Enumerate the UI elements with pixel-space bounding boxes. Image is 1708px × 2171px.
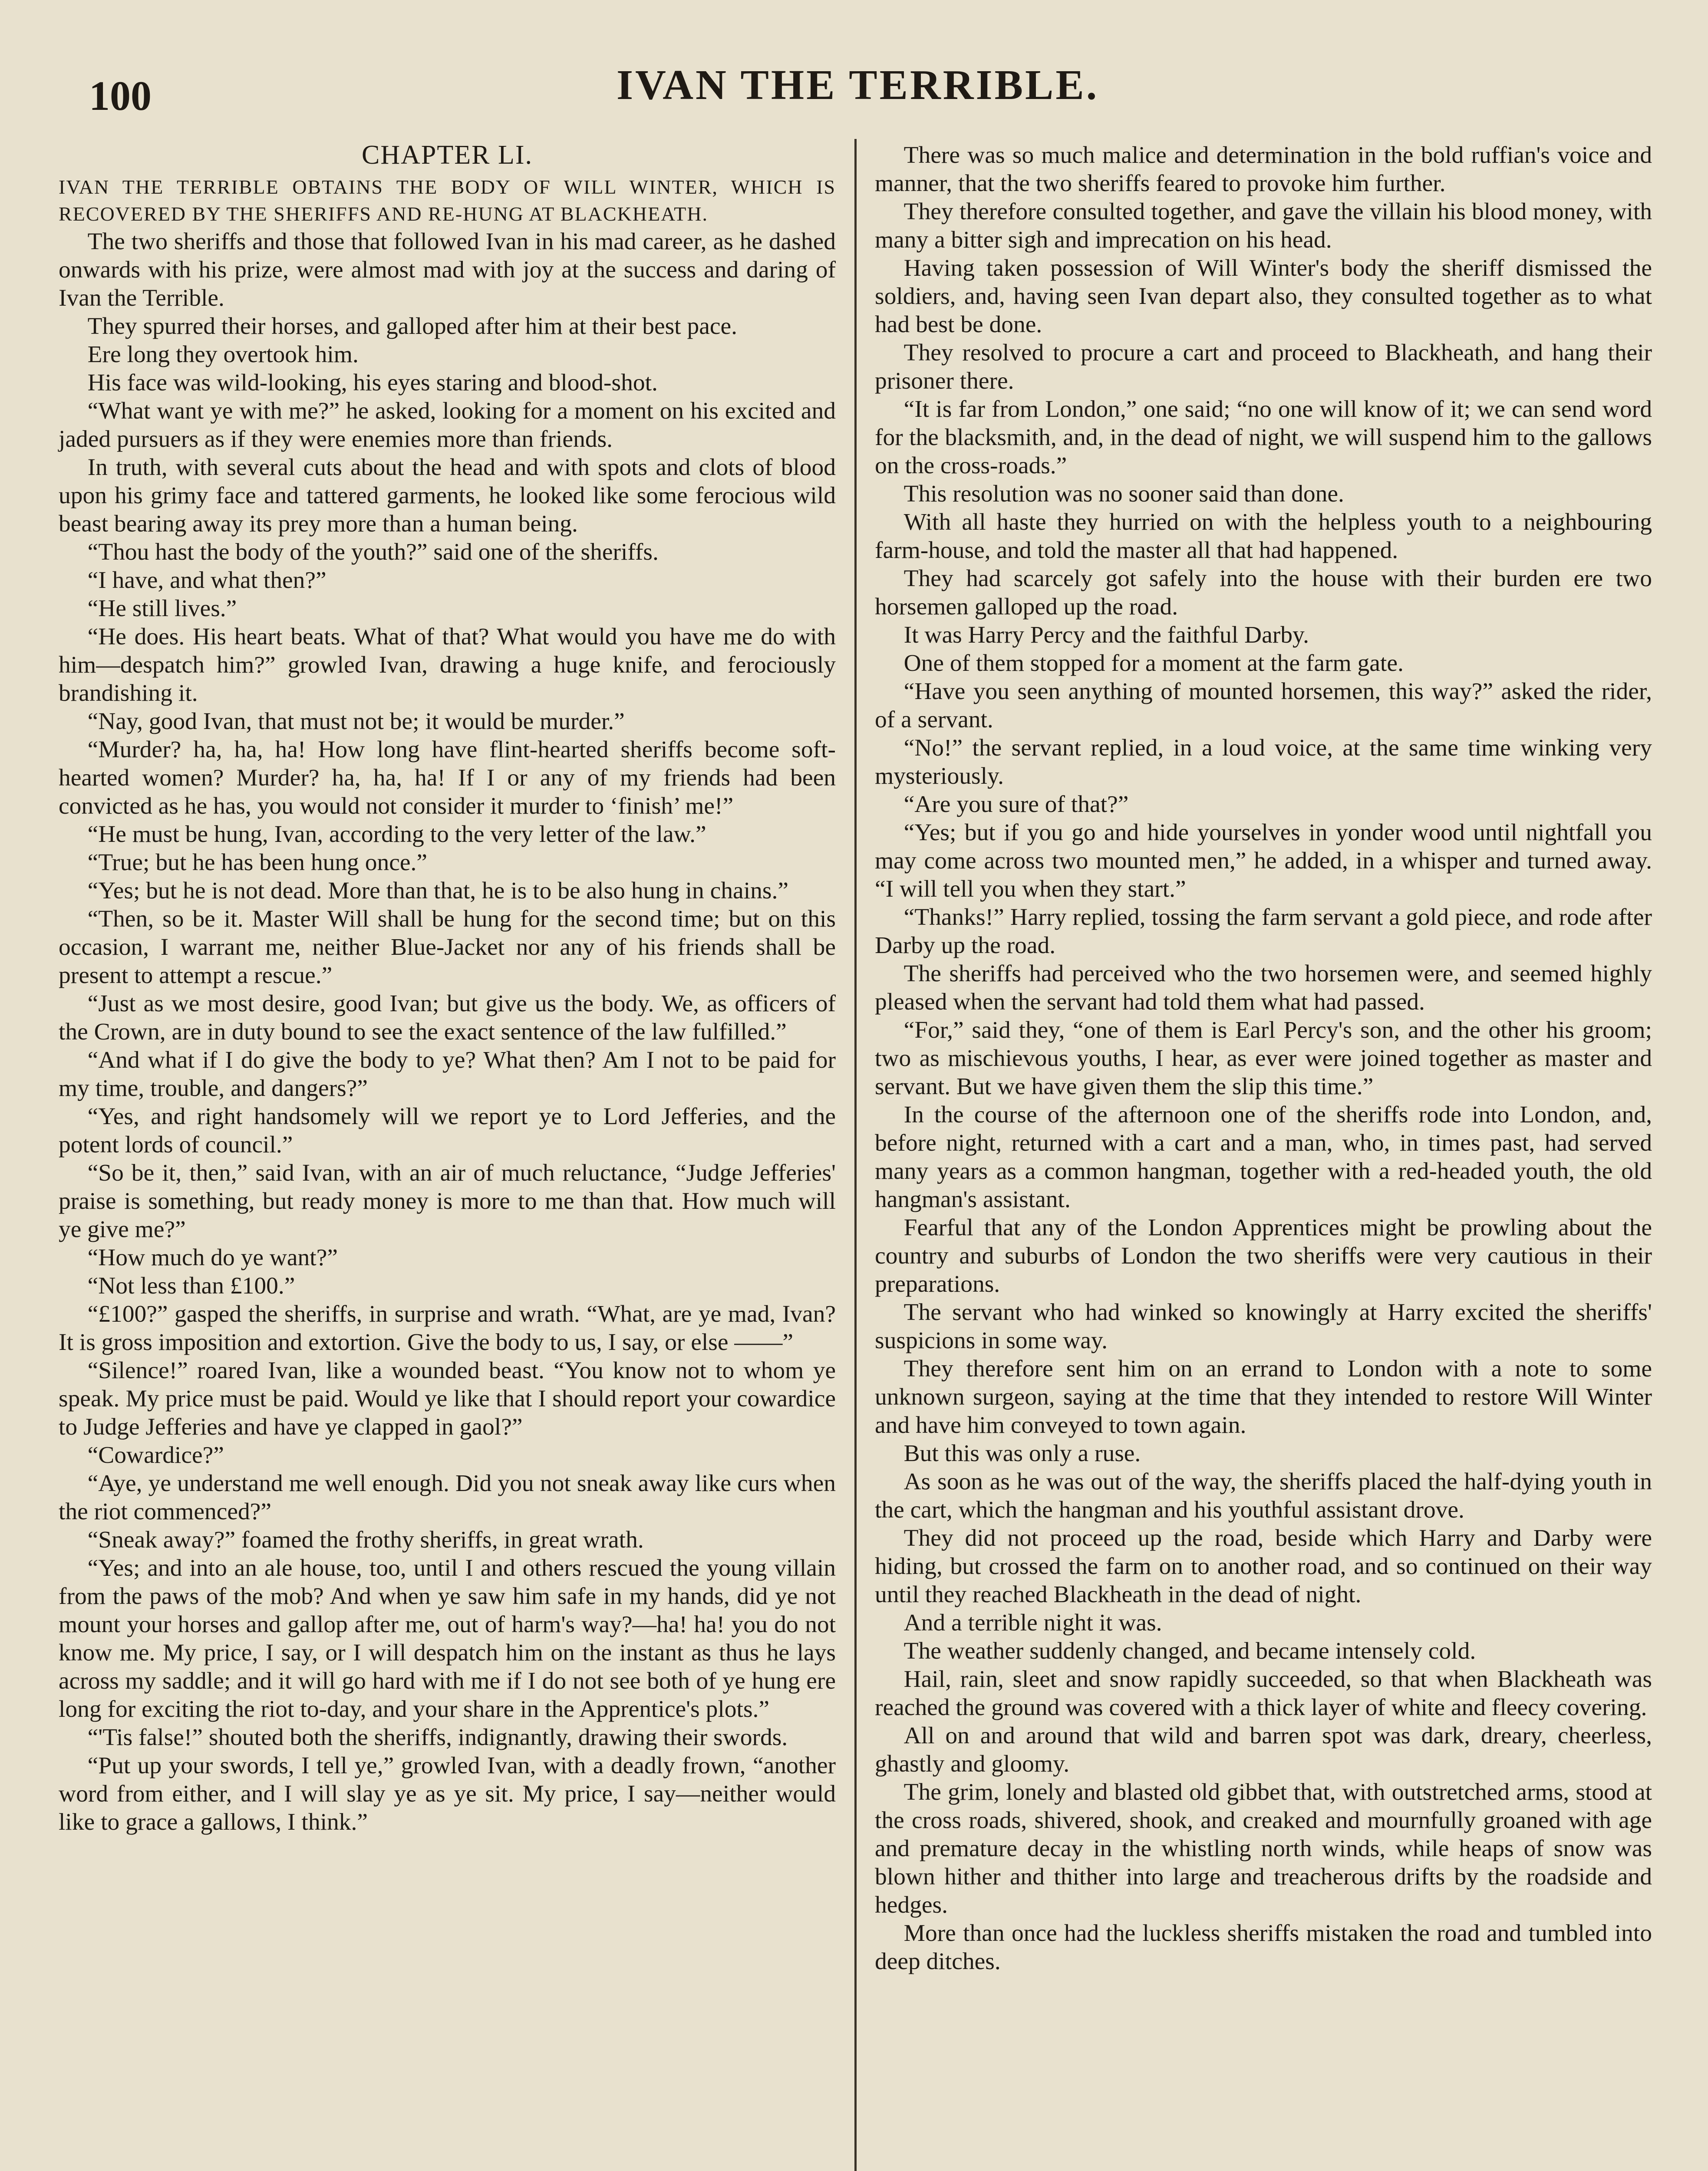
paragraph: They resolved to procure a cart and proceed to Blackheath, and hang their prisoner there. (875, 340, 1652, 394)
paragraph: “Cowardice?” (87, 1442, 224, 1468)
page-number: 100 (89, 73, 152, 119)
paragraph: As soon as he was out of the way, the sheriffs placed the half-dying youth in the cart, which the hangman and his youthful assistant drove. (875, 1468, 1652, 1523)
paragraph: “Thou hast the body of the youth?” said one of the sheriffs. (87, 539, 659, 565)
paragraph: The two sheriffs and those that followed Ivan in his mad career, as he dashed onwards with his prize, were almost mad with joy at the success and daring of Ivan the Terrible. (59, 228, 836, 311)
paragraph: “Yes; and into an ale house, too, until I and others rescued the young villain from the paws of the mob? And when ye saw him safe in my hands, did ye not mount your horses and gallop after me, out of harm's way?—ha! ha! you do not know me. My price, I say, or I will despatch him on the instant as thus he lays across my saddle; and it will go hard with me if I do not see both of ye hung ere long for exciting the riot to-day, and your share in the Apprentice's plots.” (59, 1555, 836, 1722)
column-divider (854, 139, 857, 2171)
running-head-title: IVAN THE TERRIBLE. (617, 62, 1099, 109)
paragraph: “'Tis false!” shouted both the sheriffs, indignantly, drawing their swords. (87, 1724, 788, 1751)
paragraph: And a terrible night it was. (903, 1610, 1162, 1636)
paragraph: “Yes; but if you go and hide yourselves in yonder wood until nightfall you may come across two mounted men,” he added, in a whisper and turned away. “I will tell you when they start.” (875, 819, 1652, 902)
paragraph: There was so much malice and determination in the bold ruffian's voice and manner, that the two sheriffs feared to provoke him further. (875, 142, 1652, 197)
paragraph: “And what if I do give the body to ye? What then? Am I not to be paid for my time, trouble, and dangers?” (59, 1047, 836, 1102)
paragraph: “Yes; but he is not dead. More than that, he is to be also hung in chains.” (87, 878, 788, 904)
paragraph: They did not proceed up the road, beside which Harry and Darby were hiding, but crossed the farm on to another road, and so continued on their way until they reached Blackheath in the dead of night. (875, 1525, 1652, 1608)
paragraph: “£100?” gasped the sheriffs, in surprise and wrath. “What, are ye mad, Ivan? It is gross imposition and extortion. Give the body to us, I say, or else ——” (59, 1301, 836, 1356)
paragraph: “Have you seen anything of mounted horsemen, this way?” asked the rider, of a servant. (875, 678, 1652, 733)
paragraph: In the course of the afternoon one of the sheriffs rode into London, and, before night, returned with a cart and a man, who, in times past, had served many years as a common hangman, together with a red-headed youth, the old hangman's assistant. (875, 1102, 1652, 1213)
paragraph: “Then, so be it. Master Will shall be hung for the second time; but on this occasion, I warrant me, neither Blue-Jacket nor any of his friends shall be present to attempt a rescue.” (59, 906, 836, 989)
paragraph: It was Harry Percy and the faithful Darby. (903, 622, 1309, 648)
paragraph: “He must be hung, Ivan, according to the very letter of the law.” (87, 821, 706, 848)
paragraph: Hail, rain, sleet and snow rapidly succeeded, so that when Blackheath was reached the ground was covered with a thick layer of white and fleecy covering. (875, 1666, 1652, 1721)
paragraph: “Just as we most desire, good Ivan; but give us the body. We, as officers of the Crown, are in duty bound to see the exact sentence of the law fulfilled.” (59, 990, 836, 1045)
paragraph: More than once had the luckless sheriffs mistaken the road and tumbled into deep ditches. (875, 1920, 1652, 1975)
paragraph: With all haste they hurried on with the helpless youth to a neighbouring farm-house, and told the master all that had happened. (875, 509, 1652, 564)
paragraph: One of them stopped for a moment at the farm gate. (903, 650, 1404, 676)
paragraph: “Are you sure of that?” (903, 791, 1129, 818)
paragraph: “He does. His heart beats. What of that? What would you have me do with him—despatch him?” growled Ivan, drawing a huge knife, and ferociously brandishing it. (59, 624, 836, 706)
paragraph: “Murder? ha, ha, ha! How long have flint-hearted sheriffs become soft-hearted women? Murder? ha, ha, ha! If I or any of my friends had been convicted as he has, you would not consider it murder to ‘finish’ me!” (59, 736, 836, 819)
left-column (59, 141, 836, 1836)
paragraph: The grim, lonely and blasted old gibbet that, with outstretched arms, stood at the cross roads, shivered, shook, and creaked and mournfully groaned with age and premature decay in the whistling north winds, while heaps of snow was blown hither and thither into large and treacherous drifts by the roadside and hedges. (875, 1779, 1652, 1918)
paragraph: The sheriffs had perceived who the two horsemen were, and seemed highly pleased when the servant had told them what had passed. (875, 960, 1652, 1015)
paragraph: “Not less than £100.” (87, 1273, 295, 1299)
paragraph: They spurred their horses, and galloped after him at their best pace. (87, 313, 738, 340)
chapter-summary: IVAN THE TERRIBLE OBTAINS THE BODY OF WILL WINTER, WHICH IS RECOVERED BY THE SHERIFFS AND RE-HUNG AT BLACKHEATH. (59, 176, 836, 225)
paragraph: “For,” said they, “one of them is Earl Percy's son, and the other his groom; two as mischievous youths, I hear, as ever were joined together as master and servant. But we have given them the slip this time.” (875, 1017, 1652, 1100)
paragraph: “Nay, good Ivan, that must not be; it would be murder.” (87, 708, 625, 735)
paragraph: “What want ye with me?” he asked, looking for a moment on his excited and jaded pursuers as if they were enemies more than friends. (59, 398, 836, 452)
paragraph: “No!” the servant replied, in a loud voice, at the same time winking very mysteriously. (875, 735, 1652, 789)
paragraph: His face was wild-looking, his eyes staring and blood-shot. (87, 370, 658, 396)
paragraph: “Silence!” roared Ivan, like a wounded beast. “You know not to whom ye speak. My price must be paid. Would ye like that I should report your cowardice to Judge Jefferies and have ye clapped in gaol?” (59, 1357, 836, 1440)
chapter-title: CHAPTER LI. (362, 140, 533, 170)
paragraph: “Thanks!” Harry replied, tossing the farm servant a gold piece, and rode after Darby up the road. (875, 904, 1652, 959)
paragraph: The servant who had winked so knowingly at Harry excited the sheriffs' suspicions in some way. (875, 1299, 1652, 1354)
paragraph: All on and around that wild and barren spot was dark, dreary, cheerless, ghastly and gloomy. (875, 1722, 1652, 1777)
paragraph: Ere long they overtook him. (87, 341, 359, 368)
right-column (875, 141, 1652, 1976)
paragraph: Having taken possession of Will Winter's body the sheriff dismissed the soldiers, and, having seen Ivan depart also, they consulted together as to what had best be done. (875, 255, 1652, 338)
paragraph: “I have, and what then?” (87, 567, 326, 594)
paragraph: But this was only a ruse. (903, 1440, 1141, 1467)
paragraph: Fearful that any of the London Apprentices might be prowling about the country and suburbs of London the two sheriffs were very cautious in their preparations. (875, 1214, 1652, 1297)
paragraph: They therefore sent him on an errand to London with a note to some unknown surgeon, saying at the time that they intended to restore Will Winter and have him conveyed to town again. (875, 1356, 1652, 1439)
paragraph: “It is far from London,” one said; “no one will know of it; we can send word for the blacksmith, and, in the dead of night, we will suspend him to the gallows on the cross-roads.” (875, 396, 1652, 479)
paragraph: This resolution was no sooner said than done. (903, 481, 1344, 507)
paragraph: “Sneak away?” foamed the frothy sheriffs, in great wrath. (87, 1527, 644, 1553)
paragraph: “Aye, ye understand me well enough. Did you not sneak away like curs when the riot commenced?” (59, 1470, 836, 1525)
paragraph: In truth, with several cuts about the head and with spots and clots of blood upon his grimy face and tattered garments, he looked like some ferocious wild beast bearing away its prey more than a human being. (59, 454, 836, 537)
right-column-body (875, 141, 1652, 1976)
paragraph: “He still lives.” (87, 595, 237, 622)
paragraph: “So be it, then,” said Ivan, with an air of much reluctance, “Judge Jefferies' praise is something, but ready money is more to me than that. How much will ye give me?” (59, 1160, 836, 1243)
paragraph: “True; but he has been hung once.” (87, 849, 428, 876)
paragraph: “Put up your swords, I tell ye,” growled Ivan, with a deadly frown, “another word from either, and I will slay ye as ye sit. My price, I say—neither would like to grace a gallows, I think.” (59, 1752, 836, 1835)
paragraph: They therefore consulted together, and gave the villain his blood money, with many a bitter sigh and imprecation on his head. (875, 198, 1652, 253)
paragraph: “Yes, and right handsomely will we report ye to Lord Jefferies, and the potent lords of council.” (59, 1103, 836, 1158)
paragraph: The weather suddenly changed, and became intensely cold. (903, 1638, 1476, 1664)
paragraph: “How much do ye want?” (87, 1244, 338, 1271)
paragraph: They had scarcely got safely into the house with their burden ere two horsemen galloped up the road. (875, 565, 1652, 620)
left-column-body (59, 228, 836, 1836)
